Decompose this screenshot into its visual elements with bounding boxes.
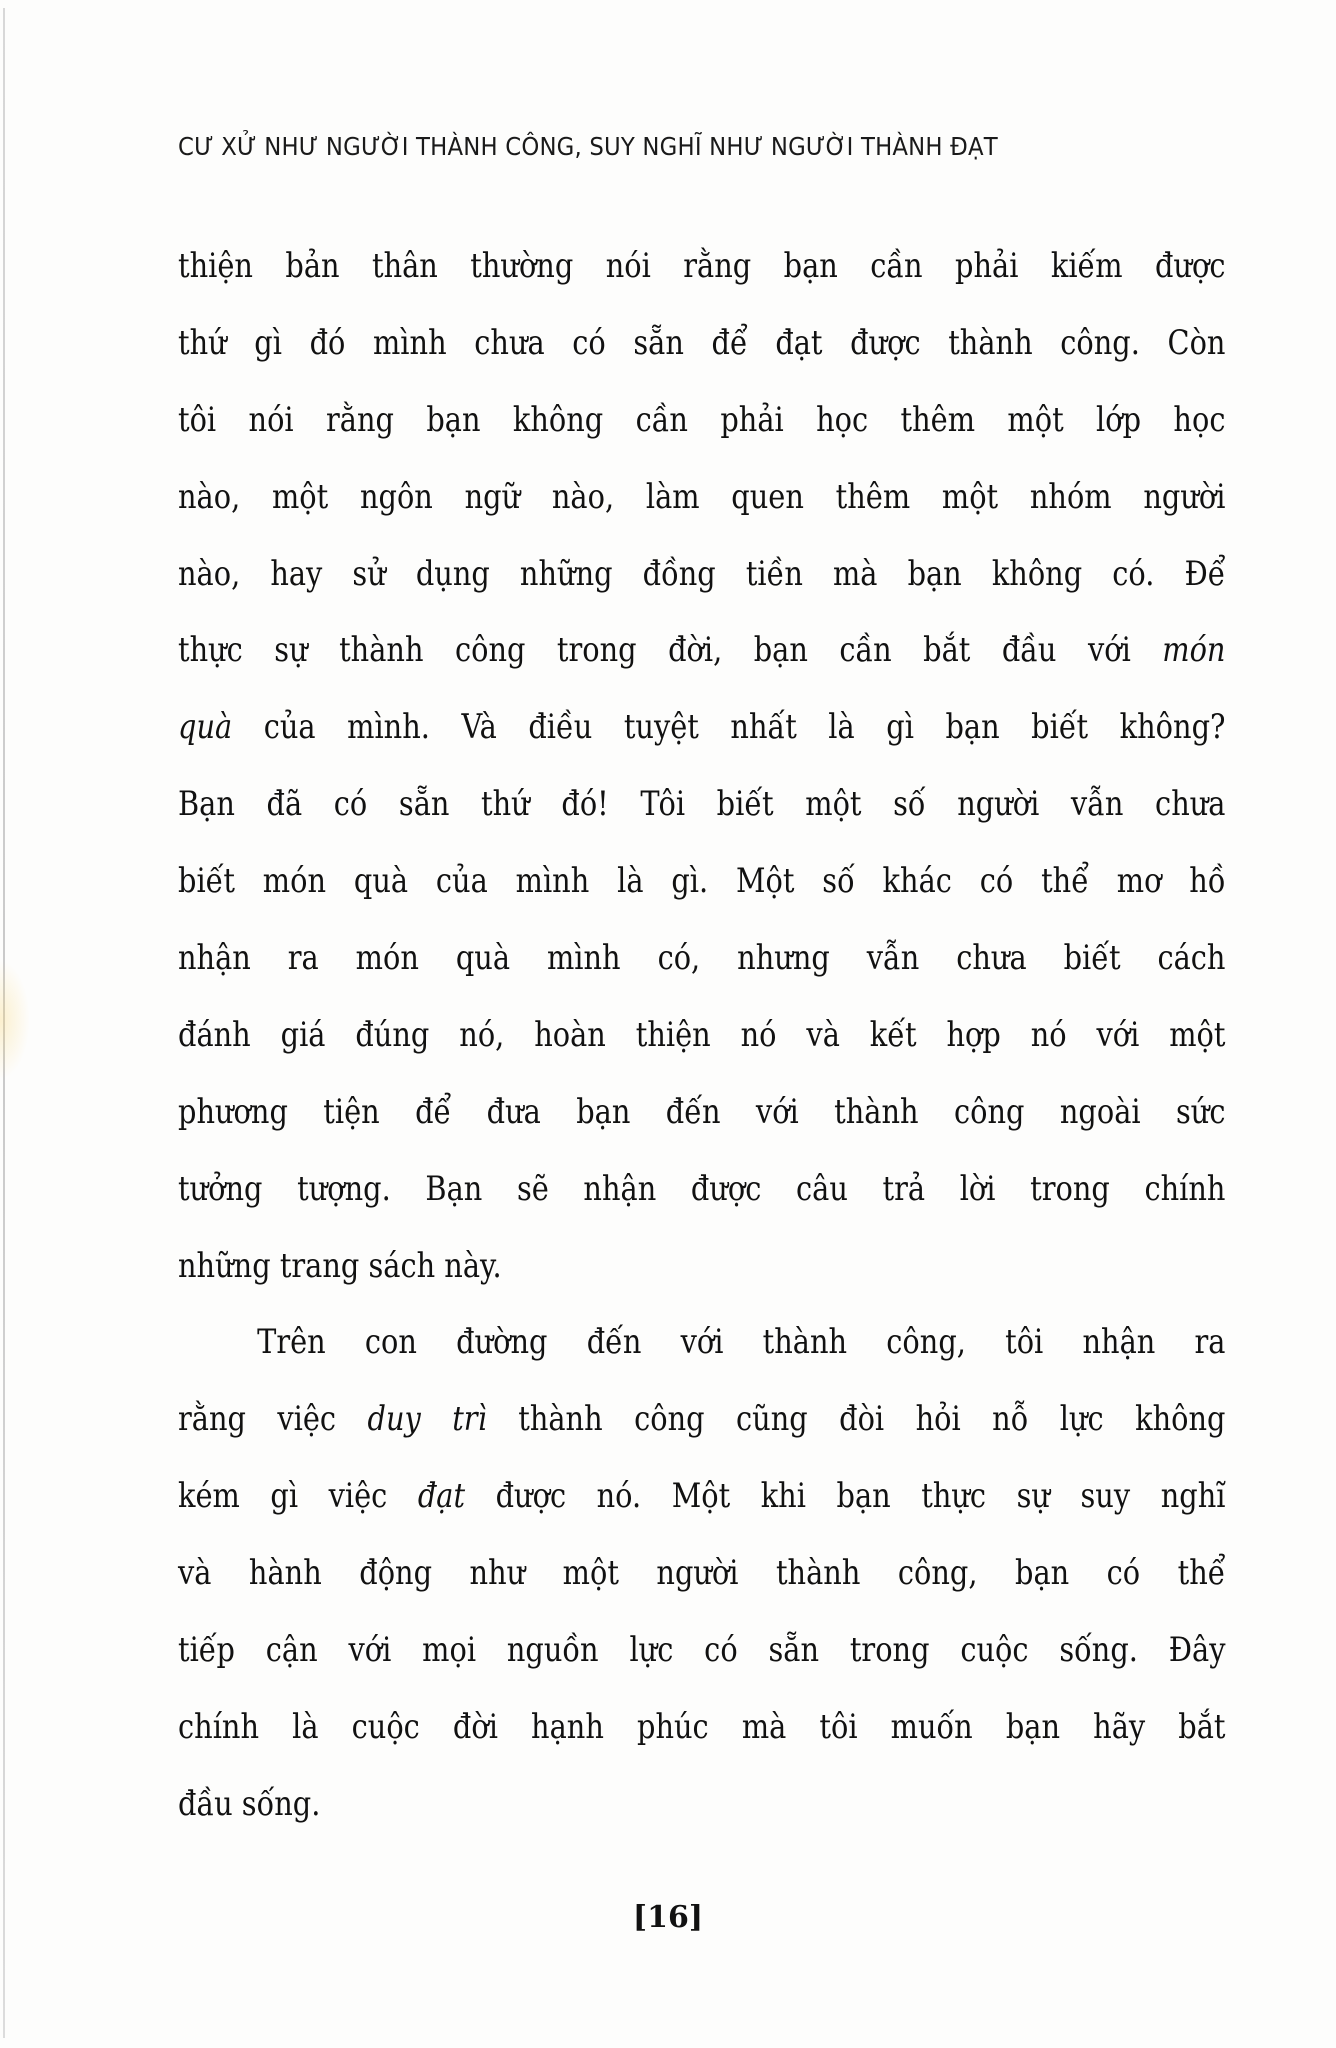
text-line: thứ gì đó mình chưa có sẵn để đạt được thành công. Còn <box>178 322 1226 362</box>
text-line: nào, hay sử dụng những đồng tiền mà bạn không có. Để <box>178 553 1226 593</box>
paragraph-1 <box>178 228 1226 1304</box>
page-stain <box>0 960 30 1080</box>
text-line: đầu sống. <box>178 1783 321 1823</box>
paragraph-2 <box>178 1304 1226 1842</box>
emphasis-text: quà <box>178 707 233 747</box>
text-run: kém gì việc <box>178 1476 418 1516</box>
running-header: CƯ XỬ NHƯ NGƯỜI THÀNH CÔNG, SUY NGHĨ NHƯ NGƯỜI THÀNH ĐẠT <box>178 132 998 161</box>
text-run: của mình. Và điều tuyệt nhất là gì bạn biết không? <box>232 707 1226 747</box>
text-line: nhận ra món quà mình có, nhưng vẫn chưa biết cách <box>178 938 1226 978</box>
text-line: những trang sách này. <box>178 1245 502 1285</box>
text-line: đánh giá đúng nó, hoàn thiện nó và kết hợp nó với một <box>178 1014 1226 1054</box>
text-run: thực sự thành công trong đời, bạn cần bắt đầu với <box>178 630 1163 670</box>
text-run: thành công cũng đòi hỏi nỗ lực không <box>486 1399 1226 1439</box>
emphasis-text: đạt <box>417 1476 466 1516</box>
text-line: Trên con đường đến với thành công, tôi nhận ra <box>257 1322 1226 1362</box>
text-line <box>178 1458 1225 1535</box>
text-line: tôi nói rằng bạn không cần phải học thêm một lớp học <box>178 399 1226 439</box>
text-line: tưởng tượng. Bạn sẽ nhận được câu trả lời trong chính <box>178 1168 1226 1208</box>
text-line: và hành động như một người thành công, bạn có thể <box>178 1553 1226 1593</box>
text-line: nào, một ngôn ngữ nào, làm quen thêm một nhóm người <box>178 476 1226 516</box>
text-run: rằng việc <box>178 1399 368 1439</box>
page-number: [16] <box>632 1900 704 1935</box>
body-text <box>178 228 1226 1843</box>
text-line: thiện bản thân thường nói rằng bạn cần phải kiếm được <box>178 246 1226 285</box>
emphasis-text: duy trì <box>367 1399 487 1439</box>
emphasis-text: món <box>1162 630 1226 670</box>
text-line: biết món quà của mình là gì. Một số khác có thể mơ hồ <box>178 861 1226 901</box>
text-line: tiếp cận với mọi nguồn lực có sẵn trong cuộc sống. Đây <box>178 1630 1226 1670</box>
text-run: được nó. Một khi bạn thực sự suy nghĩ <box>465 1476 1226 1516</box>
text-line: chính là cuộc đời hạnh phúc mà tôi muốn bạn hãy bắt <box>178 1706 1226 1746</box>
text-line: phương tiện để đưa bạn đến với thành công ngoài sức <box>178 1091 1226 1131</box>
text-line: Bạn đã có sẵn thứ đó! Tôi biết một số người vẫn chưa <box>178 784 1226 824</box>
text-line <box>178 689 1225 766</box>
text-line <box>178 612 1225 689</box>
text-line <box>178 1381 1225 1458</box>
